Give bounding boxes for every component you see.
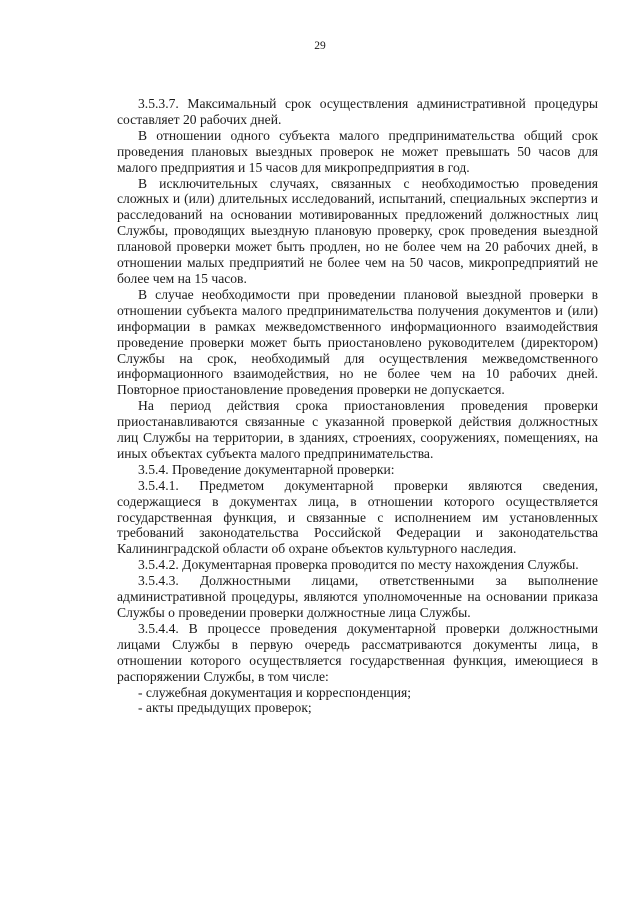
paragraph-suspension: В случае необходимости при проведении плановой выездной проверки в отношении субъекта малого предпринимательства получения документов и (или) информации в рамках межведомственного информационного взаимодействия проведение проверки может быть приостановлено руководителем (директором) Службы на срок, необходимый для осуществления межведомственного информационного взаимодействия, но не более чем на 10 рабочих дней. Повторное приостановление проведения проверки не допускается. [117,286,598,398]
document-body [117,96,598,716]
paragraph-3-5-4-3: 3.5.4.3. Должностными лицами, ответственными за выполнение административной процедуры, являются уполномоченные на основании приказа Службы о проведении проверки должностные лица Службы. [117,573,598,620]
heading-3-5-4: 3.5.4. Проведение документарной проверки: [138,461,395,477]
paragraph-3-5-4-1: 3.5.4.1. Предметом документарной проверки являются сведения, содержащиеся в документах лица, в отношении которого осуществляется государственная функция, и связанные с исполнением им установленных требований законодательства Российской Федерации и законодательства Калининградской области об охране объектов культурного наследия. [117,477,598,557]
paragraph-suspension-period: На период действия срока приостановления проведения проверки приостанавливаются связанные с указанной проверкой действия должностных лиц Службы на территории, в зданиях, строениях, сооружениях, помещениях, на иных объектах субъекта малого предпринимательства. [117,398,598,461]
paragraph-3-5-4-2: 3.5.4.2. Документарная проверка проводится по месту нахождения Службы. [138,557,579,573]
paragraph-3-5-4-4: 3.5.4.4. В процессе проведения документарной проверки должностными лицами Службы в первую очередь рассматриваются документы лица, в отношении которого осуществляется государственная функция, имеющиеся в распоряжении Службы, в том числе: [117,620,598,684]
paragraph-total-inspection-time: В отношении одного субъекта малого предпринимательства общий срок проведения плановых выездных проверок не может превышать 50 часов для малого предприятия и 15 часов для микропредприятия в год. [117,127,598,175]
list-item: - акты предыдущих проверок; [138,700,312,716]
paragraph-3-5-3-7: 3.5.3.7. Максимальный срок осуществления административной процедуры составляет 20 рабочих дней. [117,96,598,127]
paragraph-exceptional-cases: В исключительных случаях, связанных с необходимостью проведения сложных и (или) длительных исследований, испытаний, специальных экспертиз и расследований на основании мотивированных предложений должностных лиц Службы, проводящих выездную плановую проверку, срок проведения выездной плановой проверки может быть продлен, но не более чем на 20 рабочих дней, в отношении малых предприятий не более чем на 50 часов, микропредприятий не более чем на 15 часов. [117,175,598,286]
page-number: 29 [314,40,326,52]
list-item: - служебная документация и корреспонденция; [138,684,412,700]
